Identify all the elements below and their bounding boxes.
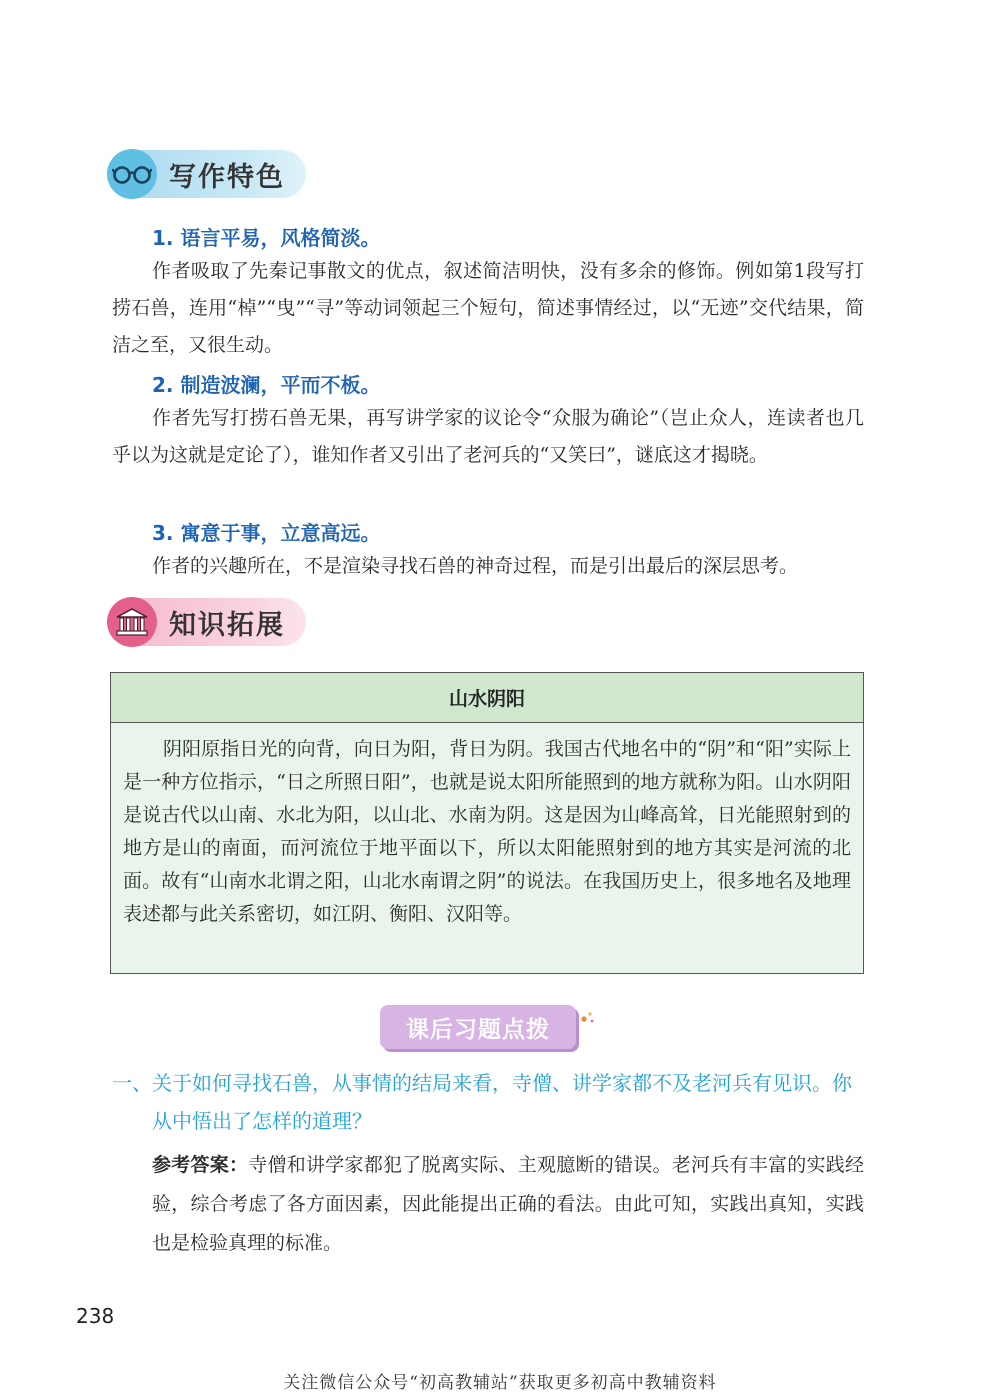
point-paragraph: 作者吸取了先秦记事散文的优点，叙述简洁明快，没有多余的修饰。例如第1段写打捞石兽，连用“棹”“曳”“寻”等动词领起三个短句，简述事情经过，以“无迹”交代结果，简洁之至，又很生动。 — [112, 260, 864, 356]
writing-features-banner — [108, 150, 306, 198]
knowledge-box-text: 阴阳原指日光的向背，向日为阳，背日为阴。我国古代地名中的“阴”和“阳”实际上是一种方位指示，“日之所照日阳”，也就是说太阳所能照到的地方就称为阳。山水阴阳是说古代以山南、水北为阳，以山北、水南为阴。这是因为山峰高耸，日光能照射到的地方是山的南面，而河流位于地平面以下，所以太阳能照射到的地方其实是河流的北面。故有“山南水北谓之阳，山北水南谓之阴”的说法。在我国历史上，很多地名及地理表述都与此关系密切，如江阴、衡阳、汉阳等。 — [123, 738, 851, 925]
point-heading: 3. 寓意于事，立意高远。 — [152, 521, 381, 545]
exercise-tag-label: 课后习题点拨 — [406, 1016, 550, 1043]
museum-icon — [107, 597, 157, 647]
answer-text: 寺僧和讲学家都犯了脱离实际、主观臆断的错误。老河兵有丰富的实践经验，综合考虑了各方面因素，因此能提出正确的看法。由此可知，实践出真知，实践也是检验真理的标准。 — [152, 1154, 864, 1254]
question-number: 一、 — [112, 1071, 152, 1095]
footer-note: 关注微信公众号“初高教辅站”获取更多初高中教辅资料 — [283, 1373, 717, 1393]
glasses-icon — [107, 149, 157, 199]
point-paragraph: 作者的兴趣所在，不是渲染寻找石兽的神奇过程，而是引出最后的深层思考。 — [152, 555, 799, 577]
point-paragraph: 作者先写打捞石兽无果，再写讲学家的议论令“众服为确论”（岂止众人，连读者也几乎以为这就是定论了），谁知作者又引出了老河兵的“又笑曰”，谜底这才揭晓。 — [112, 407, 864, 466]
knowledge-extension-banner — [108, 598, 306, 646]
section-title: 写作特色 — [169, 161, 285, 193]
knowledge-box — [110, 672, 864, 974]
knowledge-box-title: 山水阴阳 — [111, 673, 863, 723]
exercise-tag — [380, 1005, 576, 1049]
section-title: 知识拓展 — [169, 609, 285, 641]
answer-label: 参考答案： — [152, 1154, 249, 1176]
point-heading: 1. 语言平易，风格简淡。 — [152, 226, 381, 250]
exercise-question — [112, 1064, 870, 1140]
point-heading: 2. 制造波澜，平而不板。 — [152, 373, 381, 397]
reference-answer — [152, 1146, 864, 1263]
decorative-dots-icon — [580, 1010, 596, 1024]
question-text: 关于如何寻找石兽，从事情的结局来看，寺僧、讲学家都不及老河兵有见识。你从中悟出了怎样的道理？ — [152, 1071, 852, 1133]
page-number: 238 — [76, 1304, 115, 1328]
